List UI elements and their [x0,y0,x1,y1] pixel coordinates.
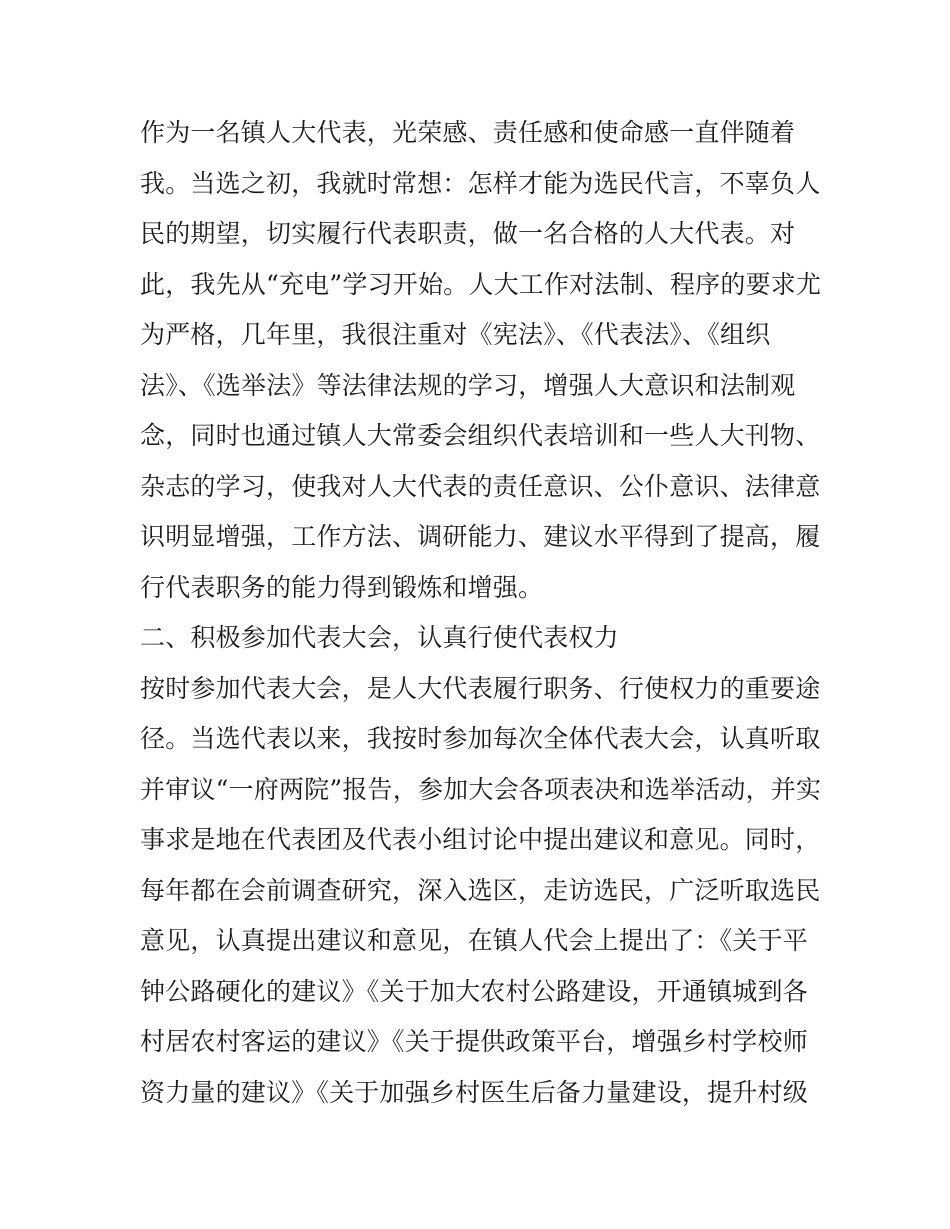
document-body [140,108,830,1118]
section-heading: 二、积极参加代表大会，认真行使代表权力 [140,623,619,652]
text-line: 钟公路硬化的建议》《关于加大农村公路建设，开通镇城到各 [140,976,808,1006]
text-line: 事求是地在代表团及代表小组讨论中提出建议和意见。同时， [140,825,821,854]
text-line: 按时参加代表大会，是人大代表履行职务、行使权力的重要途 [140,673,821,703]
text-line: 我。当选之初，我就时常想：怎样才能为选民代言，不辜负人 [140,168,821,198]
text-line: 村居农村客运的建议》《关于提供政策平台，增强乡村学校师 [140,1027,808,1056]
text-line: 识明显增强，工作方法、调研能力、建议水平得到了提高，履 [140,522,821,551]
text-line: 每年都在会前调查研究，深入选区，走访选民，广泛听取选民 [140,875,821,905]
text-line: 杂志的学习，使我对人大代表的责任意识、公仆意识、法律意 [140,471,821,501]
text-line: 径。当选代表以来，我按时参加每次全体代表大会，认真听取 [140,724,821,753]
text-line: 作为一名镇人大代表，光荣感、责任感和使命感一直伴随着 [140,118,796,147]
text-line: 此，我先从“充电”学习开始。人大工作对法制、程序的要求尤 [140,269,822,299]
text-line: 民的期望，切实履行代表职责，做一名合格的人大代表。对 [140,219,796,248]
text-line: 并审议“一府两院”报告，参加大会各项表决和选举活动，并实 [140,774,822,804]
text-line: 念，同时也通过镇人大常委会组织代表培训和一些人大刊物、 [140,421,821,450]
text-line: 资力量的建议》《关于加强乡村医生后备力量建设，提升村级 [140,1077,808,1107]
text-line: 为严格，几年里，我很注重对《宪法》、《代表法》、《组织 [140,320,771,349]
text-line: 行代表职务的能力得到锻炼和增强。 [140,572,544,602]
text-line: 意见，认真提出建议和意见，在镇人代会上提出了：《关于平 [140,926,808,955]
text-line: 法》、《选举法》等法律法规的学习，增强人大意识和法制观 [140,370,796,400]
